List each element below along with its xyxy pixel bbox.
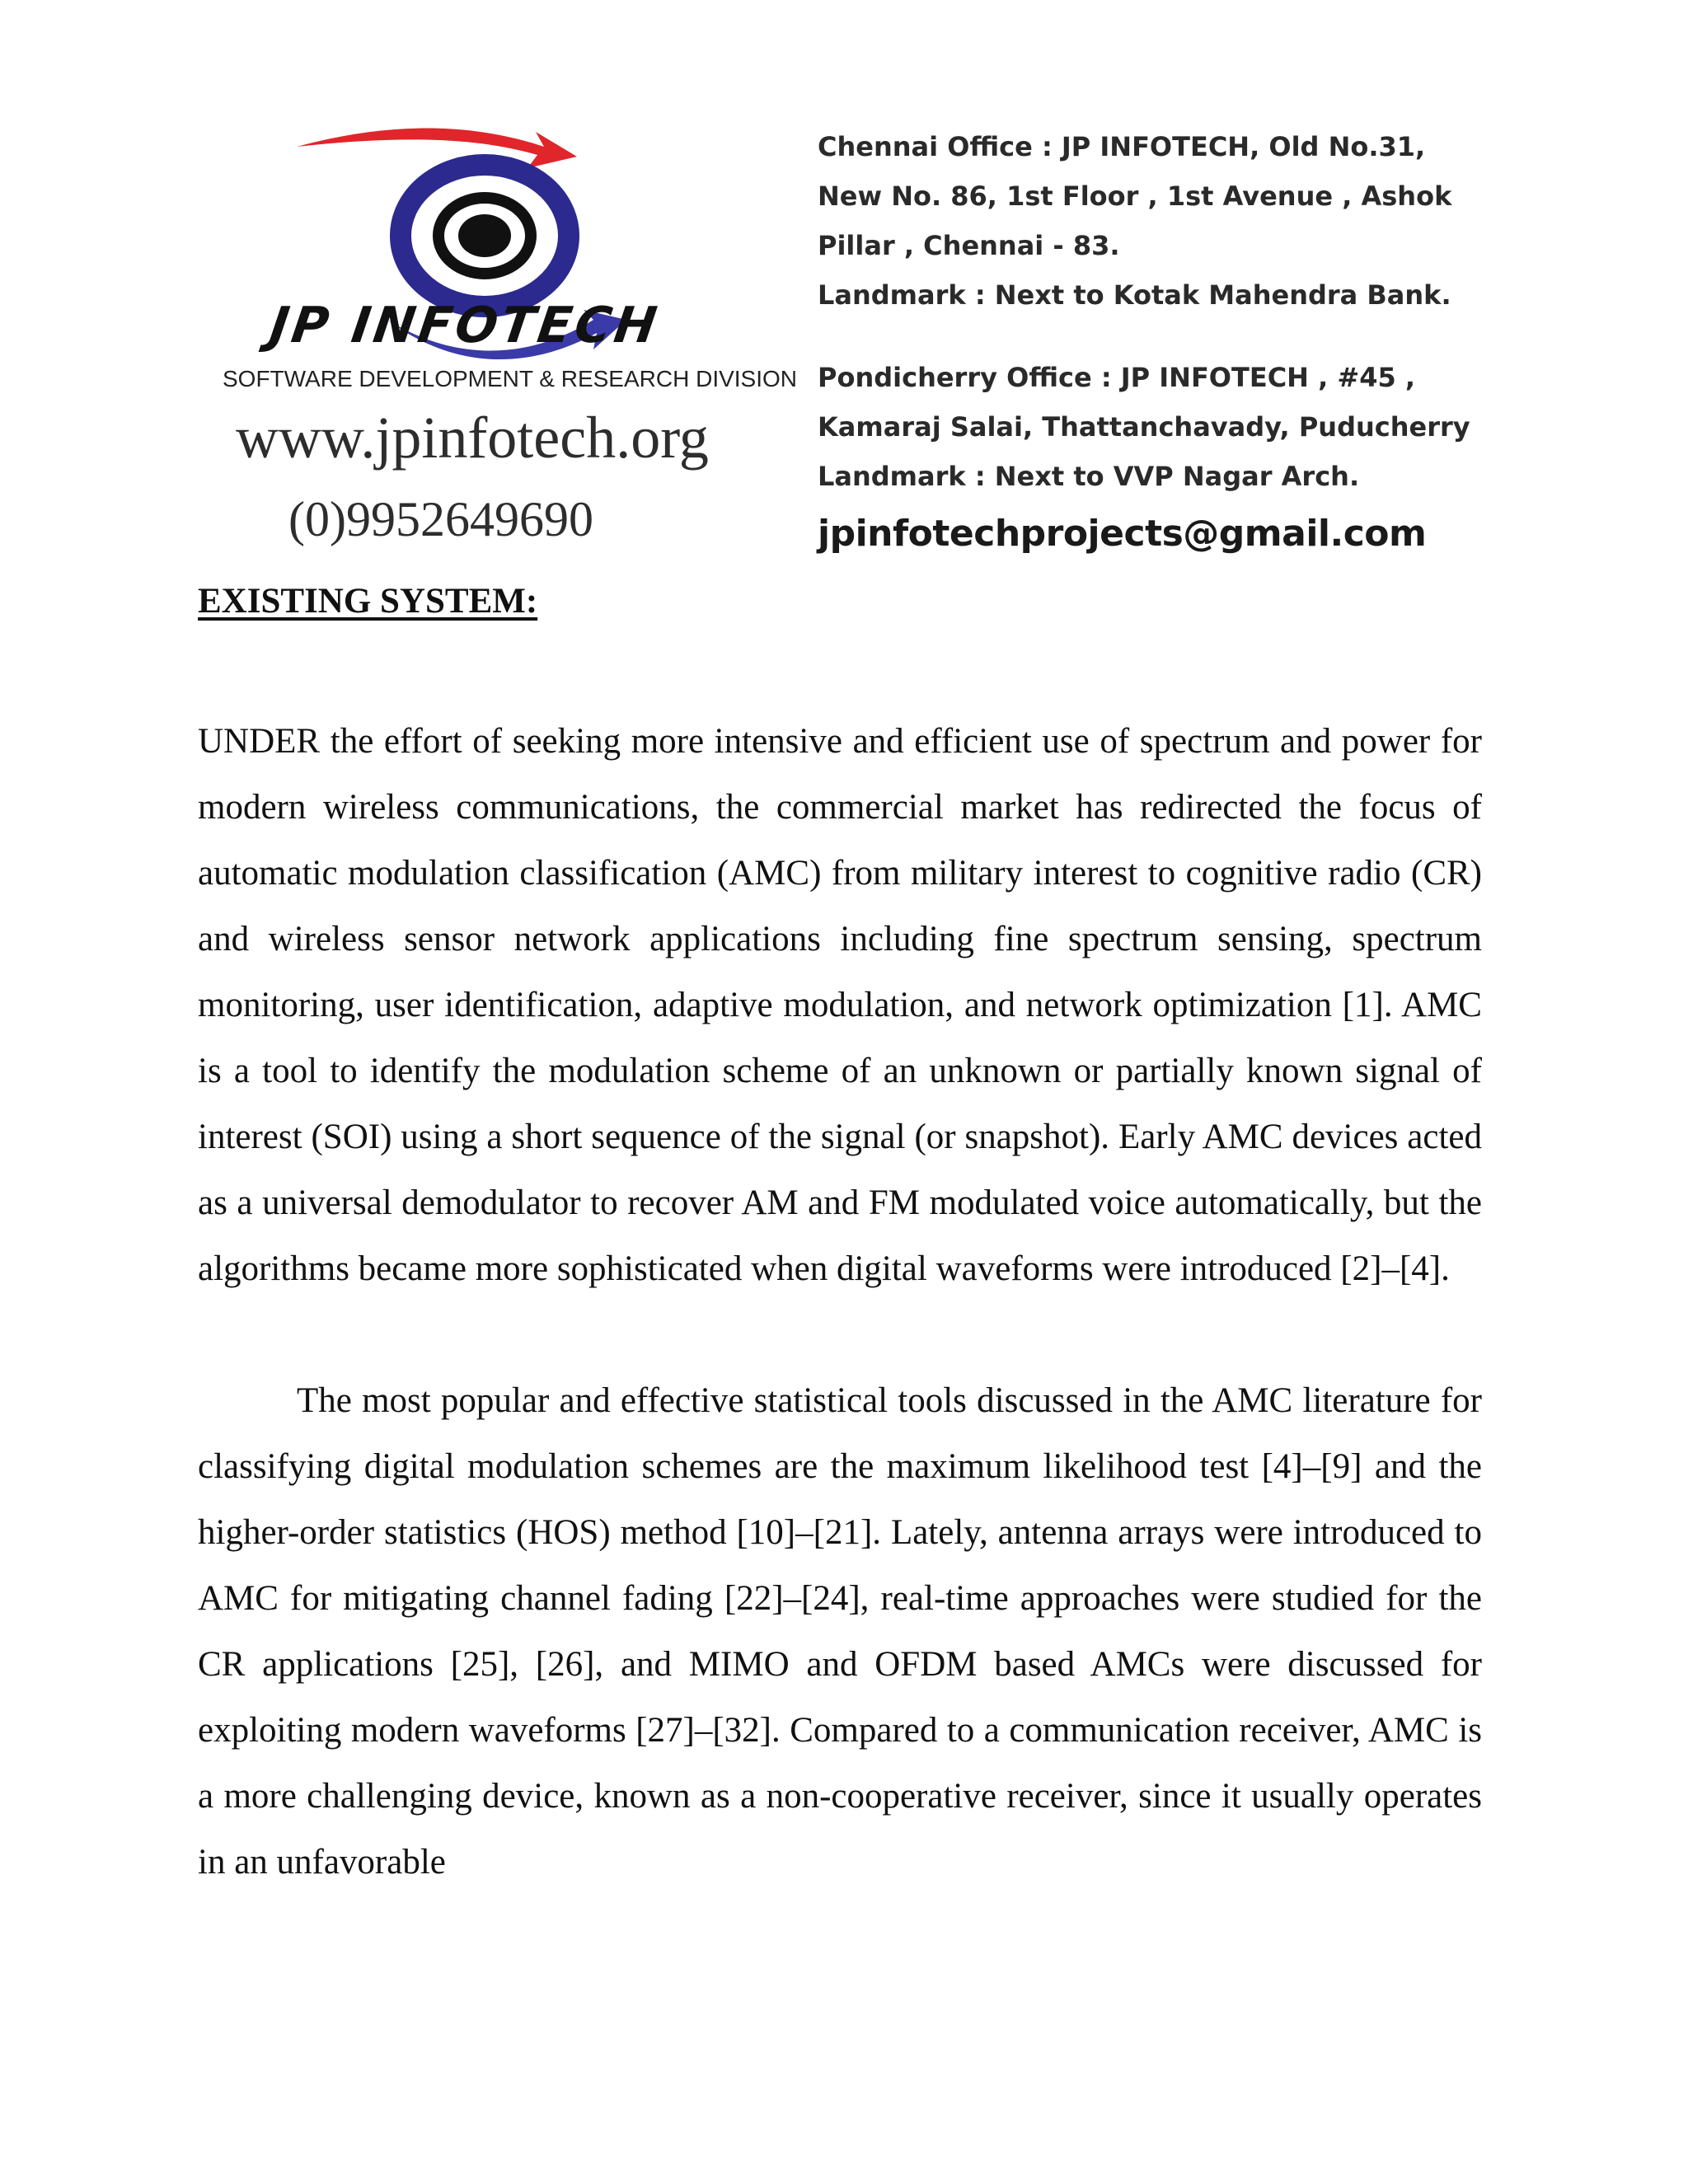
office-spacer: [818, 320, 1493, 353]
section-heading: EXISTING SYSTEM:: [198, 582, 538, 621]
chennai-office-line-2: New No. 86, 1st Floor , 1st Avenue , Ashok: [818, 180, 1452, 212]
email-link[interactable]: jpinfotechprojects@gmail.com: [818, 513, 1427, 555]
paragraph-2: The most popular and effective statistical tools discussed in the AMC literature for classifying digital modulation schemes are the maximum likelihood test [4]–[9] and the higher-order statistics (HOS) method [10]–[21]. Lately, antenna arrays were introduced to AMC for mitigating channel fading [22]–[24], real-time approaches were studied for the CR applications [25], [26], and MIMO and OFDM based AMCs were discussed for exploiting modern waveforms [27]–[32]. Compared to a communication receiver, AMC is a more challenging device, known as a non-cooperative receiver, since it usually operates in an unfavorable: [198, 1381, 1482, 1882]
chennai-office-line-4: Landmark : Next to Kotak Mahendra Bank.: [818, 279, 1451, 311]
pondicherry-office-line-3: Landmark : Next to VVP Nagar Arch.: [818, 461, 1360, 492]
pondicherry-office-line-1: Pondicherry Office : JP INFOTECH , #45 ,: [818, 362, 1416, 393]
brand-name: JP INFOTECH: [266, 297, 663, 354]
phone-number: (0)9952649690: [288, 492, 593, 546]
letterhead-banner: [198, 97, 1484, 575]
paragraph-1: UNDER the effort of seeking more intensive and efficient use of spectrum and power for modern wireless communications, the commercial market has redirected the focus of automatic modulation classification (AMC) from military interest to cognitive radio (CR) and wireless sensor network applications including fine spectrum sensing, spectrum monitoring, user identification, adaptive modulation, and network optimization [1]. AMC is a tool to identify the modulation scheme of an unknown or partially known signal of interest (SOI) using a short sequence of the signal (or snapshot). Early AMC devices acted as a universal demodulator to recover AM and FM modulated voice automatically, but the algorithms became more sophisticated when digital waveforms were introduced [2]–[4].: [198, 722, 1482, 1288]
brand-tagline: SOFTWARE DEVELOPMENT & RESEARCH DIVISION: [223, 366, 798, 391]
pondicherry-office-line-2: Kamaraj Salai, Thattanchavady, Puducherry: [818, 411, 1470, 443]
chennai-office-line-3: Pillar , Chennai - 83.: [818, 230, 1120, 261]
chennai-office-line-1: Chennai Office : JP INFOTECH, Old No.31,: [818, 131, 1426, 162]
document-body: [198, 577, 1482, 1896]
office-addresses: [818, 122, 1493, 555]
website-link[interactable]: www.jpinfotech.org: [236, 405, 709, 471]
